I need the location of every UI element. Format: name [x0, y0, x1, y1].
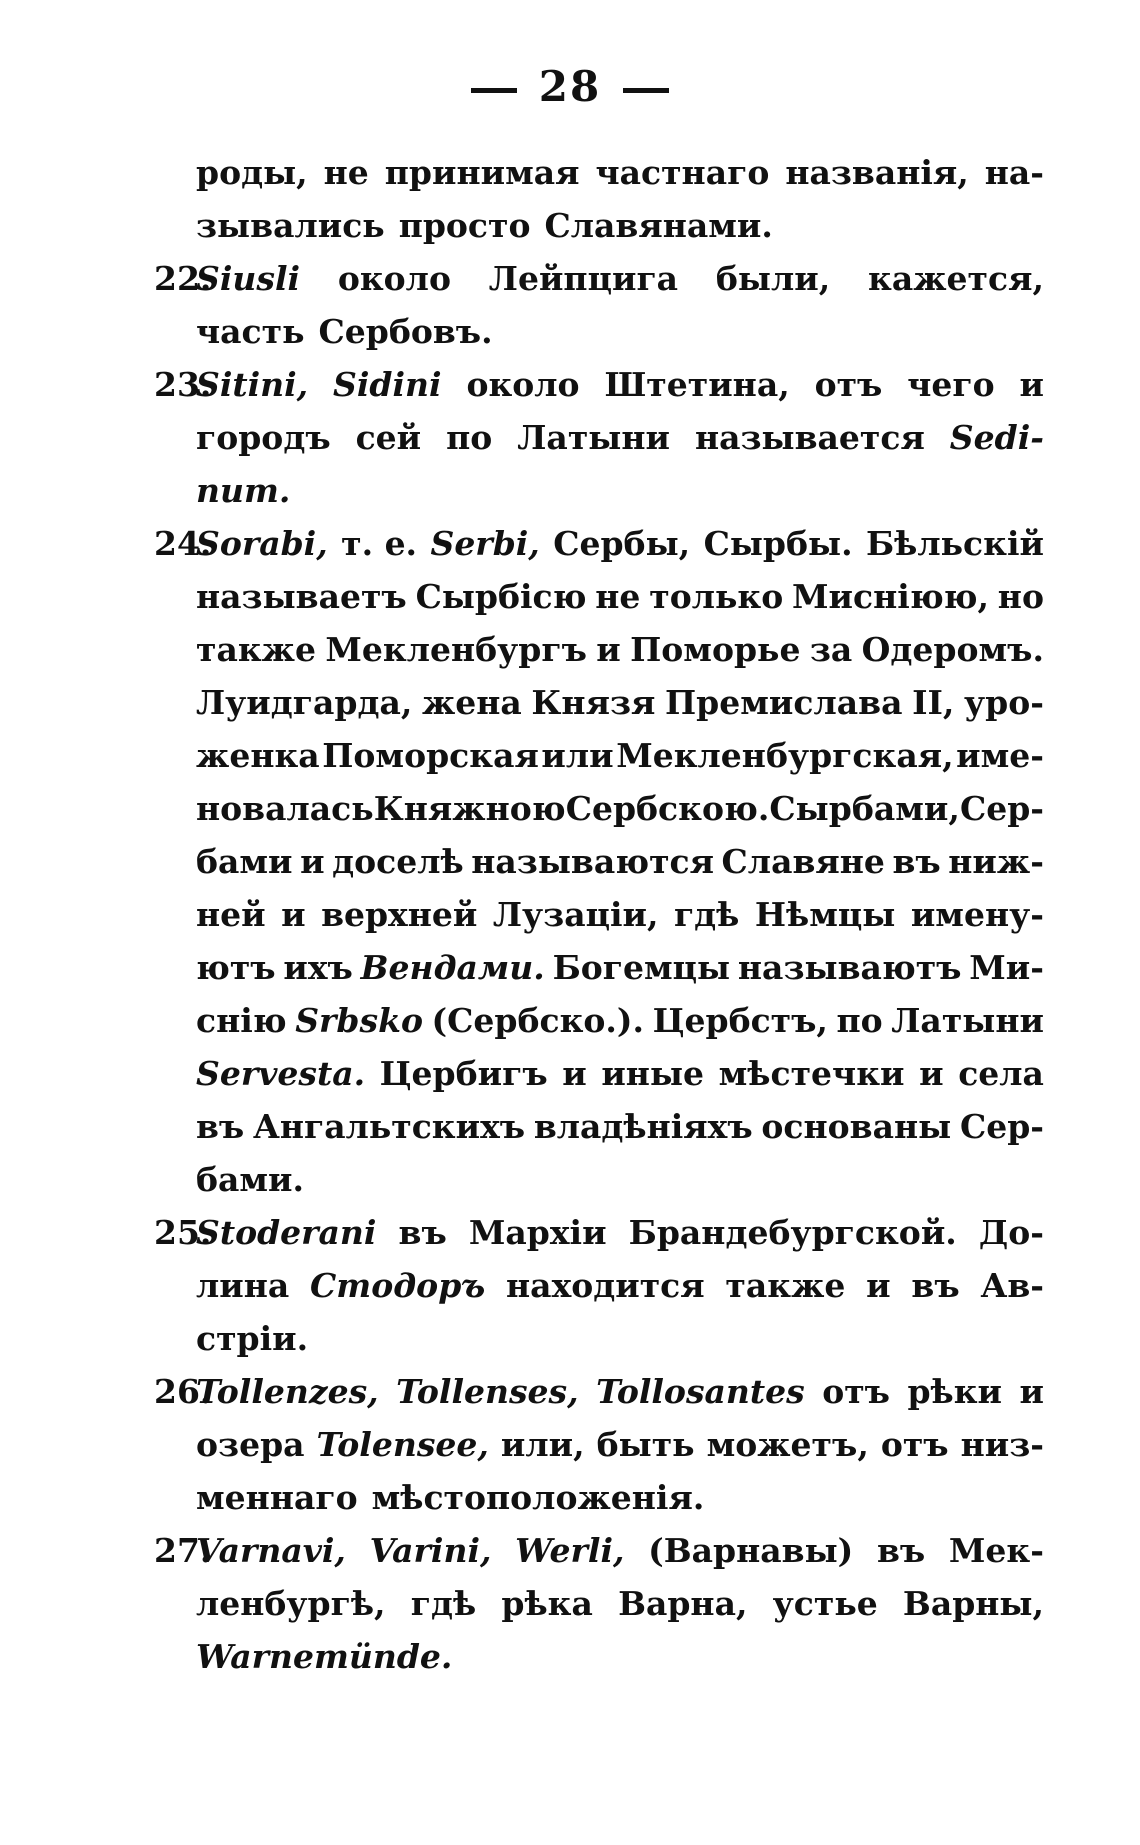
word: часть — [196, 312, 305, 351]
word: по — [446, 418, 493, 457]
latin-term: Sedi- — [949, 418, 1044, 457]
word: и — [300, 842, 325, 881]
word: не — [595, 577, 641, 616]
entry-number: 24. — [154, 524, 212, 563]
word: Сырбами, — [769, 789, 960, 828]
word: Цербстъ, — [652, 1001, 828, 1040]
text-line — [196, 1418, 1044, 1471]
text-line — [196, 1259, 1044, 1312]
word: только — [649, 577, 784, 616]
word: частнаго — [595, 153, 770, 192]
word: имену- — [910, 895, 1044, 934]
word: ихъ — [283, 948, 353, 987]
word: стріи. — [196, 1319, 309, 1358]
latin-term: Sitini, — [196, 365, 309, 404]
word: въ — [398, 1213, 447, 1252]
latin-term: Srbsko — [295, 1001, 423, 1040]
word: ниж- — [948, 842, 1044, 881]
word: сей — [355, 418, 422, 457]
text-line — [196, 835, 1044, 888]
word: Лузаціи, — [492, 895, 659, 934]
word: Славяне — [721, 842, 885, 881]
word: Брандебургской. — [628, 1213, 957, 1252]
word: Поморская — [322, 736, 539, 775]
word: доселѣ — [332, 842, 464, 881]
word: Варна, — [618, 1584, 748, 1623]
word: но — [997, 577, 1044, 616]
text-line — [154, 1206, 1044, 1259]
text-line — [196, 888, 1044, 941]
word: отъ — [880, 1425, 949, 1464]
word: Лейпцига — [488, 259, 679, 298]
word: называются — [471, 842, 714, 881]
body-text — [154, 146, 1044, 1683]
entry-number: 22. — [154, 259, 212, 298]
word: иные — [601, 1054, 705, 1093]
text-line — [196, 1100, 1044, 1153]
word: Бѣльскій — [865, 524, 1044, 563]
word: новалась — [196, 789, 374, 828]
word: также — [196, 630, 316, 669]
text-line — [154, 1524, 1044, 1577]
word: быть — [596, 1425, 695, 1464]
text-line — [196, 1153, 1044, 1206]
word: Ангальтскихъ — [252, 1107, 526, 1146]
text-line — [196, 676, 1044, 729]
latin-term: Siusli — [196, 259, 301, 298]
word: въ — [911, 1266, 960, 1305]
word: роды, — [196, 153, 308, 192]
word: жена — [421, 683, 522, 722]
word: Мисніюю, — [792, 577, 989, 616]
word: городъ — [196, 418, 331, 457]
word: Сербовъ. — [318, 312, 493, 351]
word: Поморье — [630, 630, 801, 669]
word: Латыни — [891, 1001, 1044, 1040]
latin-term: Tollosantes — [596, 1372, 805, 1411]
word: Сырбісю — [415, 577, 587, 616]
text-line — [196, 1630, 1044, 1683]
text-line — [154, 358, 1044, 411]
word: озера — [196, 1425, 305, 1464]
word: села — [958, 1054, 1044, 1093]
word: принимая — [384, 153, 580, 192]
word: Мекленбургская, — [616, 736, 954, 775]
word: Сер- — [959, 789, 1044, 828]
page-number: 28 — [538, 62, 602, 111]
text-line — [196, 1047, 1044, 1100]
word: уро- — [964, 683, 1044, 722]
word: верхней — [321, 895, 478, 934]
word: владѣніяхъ — [533, 1107, 753, 1146]
entry-number: 23. — [154, 365, 212, 404]
word: рѣка — [501, 1584, 593, 1623]
word: гдѣ — [410, 1584, 477, 1623]
word: Сербскою. — [565, 789, 770, 828]
latin-term: Stoderani — [196, 1213, 377, 1252]
text-line — [196, 941, 1044, 994]
text-line — [196, 1312, 1044, 1365]
word: бами. — [196, 1160, 305, 1199]
word: Княжною — [373, 789, 566, 828]
word: находится — [506, 1266, 705, 1305]
word: можетъ, — [706, 1425, 869, 1464]
word: ленбургѣ, — [196, 1584, 386, 1623]
word: и — [866, 1266, 891, 1305]
word: отъ — [814, 365, 883, 404]
word: меннаго — [196, 1478, 358, 1517]
word: устье — [772, 1584, 878, 1623]
word: въ — [196, 1107, 245, 1146]
word: кажется, — [868, 259, 1044, 298]
word: II, — [912, 683, 955, 722]
text-line — [196, 782, 1044, 835]
word: по — [836, 1001, 883, 1040]
word: въ — [892, 842, 941, 881]
text-line — [196, 305, 1044, 358]
text-line — [196, 729, 1044, 782]
latin-term: Servesta. — [196, 1054, 366, 1093]
latin-term: Sidini — [333, 365, 442, 404]
word: названія, — [785, 153, 969, 192]
word: Богемцы — [552, 948, 731, 987]
entry-number: 26. — [154, 1372, 212, 1411]
word: называютъ — [737, 948, 962, 987]
latin-term: Varini, — [369, 1531, 492, 1570]
word: Мек- — [948, 1531, 1044, 1570]
text-line — [196, 1577, 1044, 1630]
word: гдѣ — [673, 895, 740, 934]
text-line — [196, 146, 1044, 199]
latin-term: Sorabi, — [196, 524, 328, 563]
word: или — [541, 736, 614, 775]
word: около — [466, 365, 580, 404]
text-line — [154, 1365, 1044, 1418]
word: Цербигъ — [379, 1054, 548, 1093]
word: Латыни — [517, 418, 670, 457]
latin-term: Varnavi, — [196, 1531, 346, 1570]
word: Ав- — [980, 1266, 1044, 1305]
word: име- — [956, 736, 1044, 775]
word: Князя — [531, 683, 656, 722]
word: также — [725, 1266, 846, 1305]
word: Ми- — [969, 948, 1044, 987]
entry-number: 27. — [154, 1531, 212, 1570]
word: ней — [196, 895, 266, 934]
latin-term: Tolensee, — [316, 1425, 489, 1464]
text-line — [196, 199, 1044, 252]
word: около — [337, 259, 451, 298]
word: отъ — [822, 1372, 890, 1411]
latin-term: Вендами. — [360, 948, 545, 987]
latin-term: num. — [196, 471, 291, 510]
latin-term: Стодоръ — [310, 1266, 486, 1305]
header-dash-right — [623, 88, 669, 93]
word: низ- — [960, 1425, 1044, 1464]
text-line — [196, 570, 1044, 623]
text-line — [196, 411, 1044, 464]
word: мѣстечки — [718, 1054, 905, 1093]
word: называется — [694, 418, 925, 457]
word: бами — [196, 842, 293, 881]
word: и — [1019, 365, 1044, 404]
word: Премислава — [665, 683, 903, 722]
latin-term: Tollenzes, — [196, 1372, 379, 1411]
word: Мархіи — [468, 1213, 607, 1252]
text-line — [196, 994, 1044, 1047]
text-line — [154, 252, 1044, 305]
text-line — [196, 464, 1044, 517]
word: Одеромъ. — [861, 630, 1044, 669]
text-line — [154, 517, 1044, 570]
word: въ — [876, 1531, 926, 1570]
word: женка — [196, 736, 320, 775]
page-header — [0, 62, 1140, 111]
latin-term: Werli, — [515, 1531, 625, 1570]
word: Варны, — [902, 1584, 1044, 1623]
word: и — [596, 630, 621, 669]
word: Луидгарда, — [196, 683, 413, 722]
word: До- — [978, 1213, 1044, 1252]
word: (Варнавы) — [648, 1531, 854, 1570]
text-line — [196, 1471, 1044, 1524]
entry-number: 25. — [154, 1213, 212, 1252]
word: Штетина, — [604, 365, 790, 404]
latin-term: Serbi, — [430, 524, 540, 563]
word: (Сербско.). — [431, 1001, 645, 1040]
word: снію — [196, 1001, 287, 1040]
word: ютъ — [196, 948, 276, 987]
word: рѣки — [907, 1372, 1003, 1411]
word: просто — [398, 206, 531, 245]
word: Сырбы. — [703, 524, 853, 563]
word: на- — [984, 153, 1044, 192]
word: чего — [907, 365, 995, 404]
word: Нѣмцы — [754, 895, 896, 934]
word: и — [562, 1054, 587, 1093]
word: т. е. — [341, 524, 418, 563]
word: называетъ — [196, 577, 407, 616]
word: Сербы, — [553, 524, 691, 563]
header-dash-left — [471, 88, 517, 93]
word: или, — [500, 1425, 585, 1464]
word: и — [919, 1054, 944, 1093]
word: и — [281, 895, 306, 934]
word: и — [1019, 1372, 1044, 1411]
word: за — [809, 630, 853, 669]
word: основаны — [761, 1107, 952, 1146]
word: Славянами. — [544, 206, 773, 245]
text-line — [196, 623, 1044, 676]
word: мѣстоположенія. — [371, 1478, 705, 1517]
latin-term: Warnemünde. — [196, 1637, 453, 1676]
word: лина — [196, 1266, 290, 1305]
word: были, — [715, 259, 831, 298]
latin-term: Tollenses, — [396, 1372, 579, 1411]
word: зывались — [196, 206, 385, 245]
word: Сер- — [959, 1107, 1044, 1146]
word: не — [323, 153, 369, 192]
word: Мекленбургъ — [325, 630, 587, 669]
